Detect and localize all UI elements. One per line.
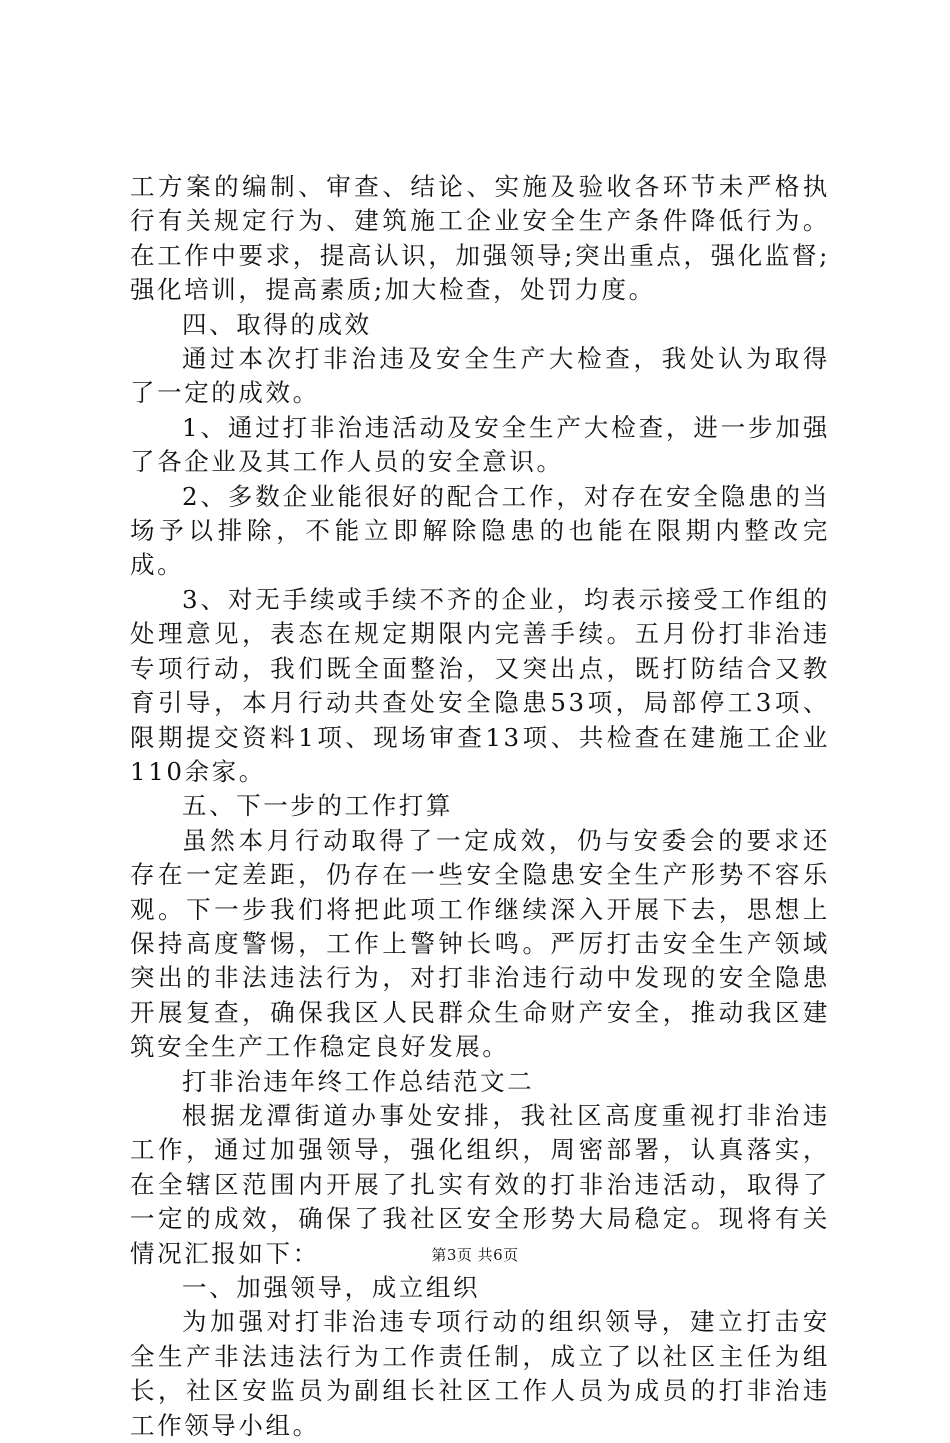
paragraph-continuation: 工方案的编制、审查、结论、实施及验收各环节未严格执行有关规定行为、建筑施工企业安全生产条件降低行为。在工作中要求，提高认识，加强领导;突出重点，强化监督;强化培训，提高素质;加大检查，处罚力度。 — [130, 172, 830, 305]
article-title-2: 打非治违年终工作总结范文二 — [182, 1066, 535, 1096]
section-heading-results: 四、取得的成效 — [182, 309, 372, 339]
page-footer: 第3页 共6页 — [431, 1246, 519, 1264]
list-item-2: 2、多数企业能很好的配合工作，对存在安全隐患的当场予以排除，不能立即解除隐患的也能在限期内整改完成。 — [130, 481, 830, 580]
paragraph-next-steps: 虽然本月行动取得了一定成效，仍与安委会的要求还存在一定差距，仍存在一些安全隐患安全生产形势不容乐观。下一步我们将把此项工作继续深入开展下去，思想上保持高度警惕，工作上警钟长鸣。严厉打击安全生产领域突出的非法违法行为，对打非治违行动中发现的安全隐患开展复查，确保我区人民群众生命财产安全，推动我区建筑安全生产工作稳定良好发展。 — [130, 825, 830, 1062]
paragraph-intro-2: 根据龙潭街道办事处安排，我社区高度重视打非治违工作，通过加强领导，强化组织，周密部署，认真落实，在全辖区范围内开展了扎实有效的打非治违活动，取得了一定的成效，确保了我社区安全形势大局稳定。现将有关情况汇报如下： — [130, 1100, 830, 1268]
paragraph-results-intro: 通过本次打非治违及安全生产大检查，我处认为取得了一定的成效。 — [130, 344, 830, 408]
paragraph-leadership: 为加强对打非治违专项行动的组织领导，建立打击安全生产非法违法行为工作责任制，成立了以社区主任为组长，社区安监员为副组长社区工作人员为成员的打非治违工作领导小组。 — [130, 1307, 830, 1440]
list-item-1: 1、通过打非治违活动及安全生产大检查，进一步加强了各企业及其工作人员的安全意识。 — [130, 412, 830, 477]
section-heading-next-steps: 五、下一步的工作打算 — [182, 791, 453, 821]
list-item-3: 3、对无手续或手续不齐的企业，均表示接受工作组的处理意见，表态在规定期限内完善手续。五月份打非治违专项行动，我们既全面整治，又突出点，既打防结合又教育引导，本月行动共查处安全隐患53项，局部停工3项、限期提交资料1项、现场审查13项、共检查在建施工企业110余家。 — [130, 584, 830, 786]
section-heading-leadership: 一、加强领导，成立组织 — [182, 1273, 481, 1302]
